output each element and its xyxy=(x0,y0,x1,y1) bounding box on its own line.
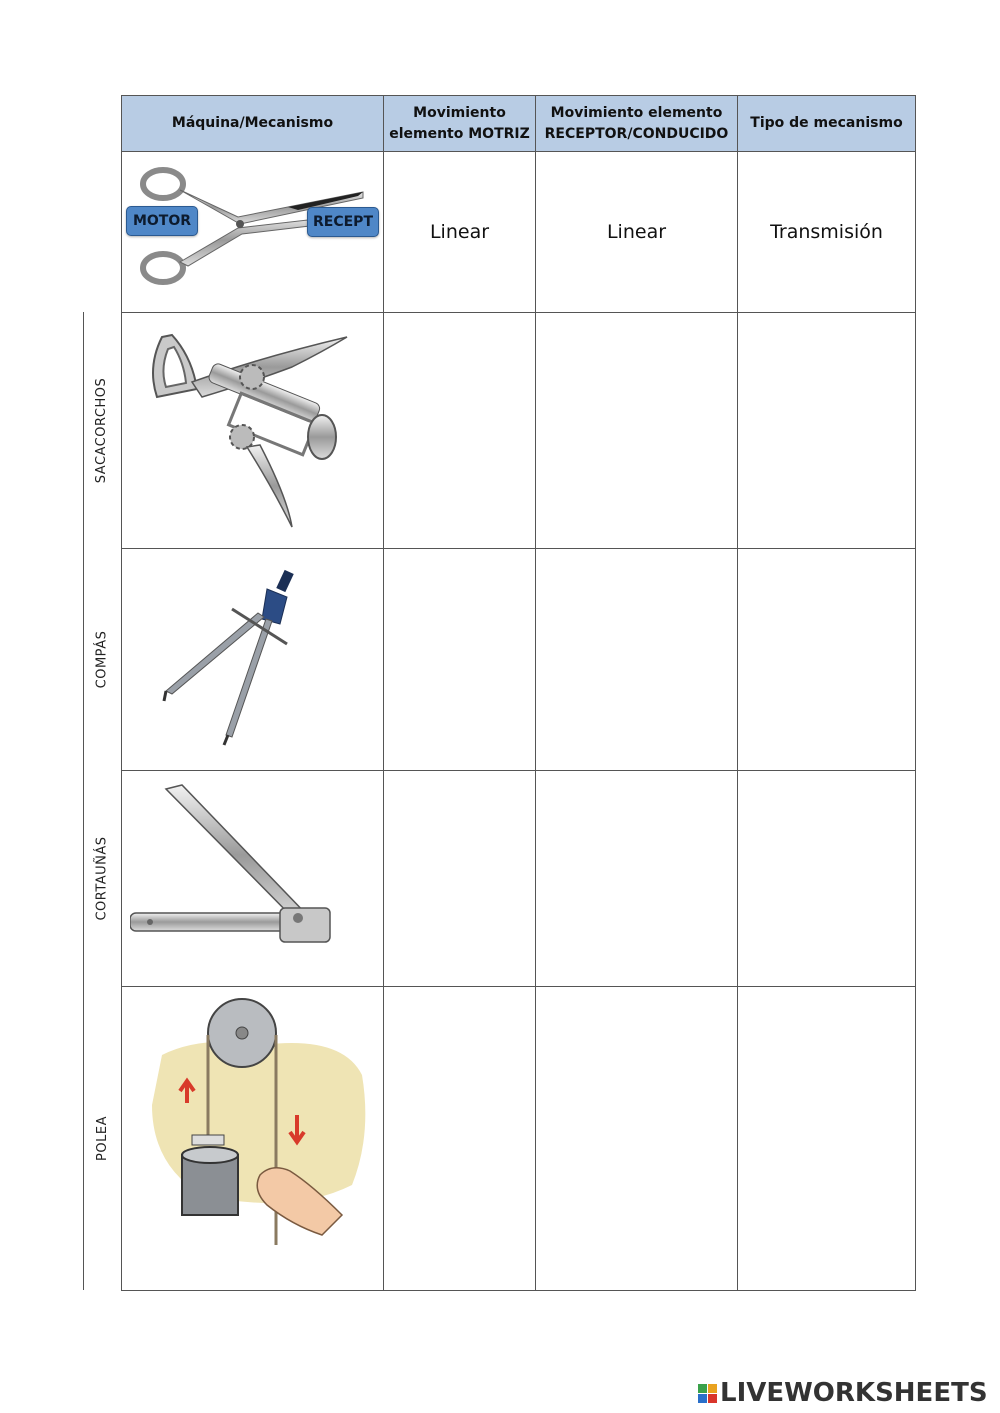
compass-icon xyxy=(162,569,322,749)
example-mechanism-type: Transmisión xyxy=(770,221,883,243)
header-motor xyxy=(383,95,536,152)
nail-clipper-image-cell xyxy=(121,770,384,987)
compass-receptor-cell[interactable] xyxy=(535,548,738,771)
header-machine-label: Máquina/Mecanismo xyxy=(171,115,334,131)
nail-clipper-motor-cell[interactable] xyxy=(383,770,536,987)
pulley-icon xyxy=(142,995,372,1265)
corkscrew-icon xyxy=(142,327,362,537)
example-type-cell xyxy=(737,151,916,313)
example-image-cell xyxy=(121,151,384,313)
recept-tag: RECEPT xyxy=(307,207,379,237)
header-motor-line2: elemento MOTRIZ xyxy=(389,125,530,142)
corkscrew-receptor-cell[interactable] xyxy=(535,312,738,549)
pulley-image-cell xyxy=(121,986,384,1291)
corkscrew-image-cell xyxy=(121,312,384,549)
nail-clipper-type-cell[interactable] xyxy=(737,770,916,987)
motor-tag: MOTOR xyxy=(126,206,198,236)
liveworksheets-logo xyxy=(698,1377,988,1409)
header-motor-line1: Movimiento xyxy=(413,104,506,121)
example-motor-cell xyxy=(383,151,536,313)
header-receptor-line2: RECEPTOR/CONDUCIDO xyxy=(544,125,729,142)
row-label-cortaunas: CORTAUÑÁS xyxy=(94,836,110,921)
row-label-compas: COMPÁS xyxy=(94,630,110,689)
row-label-polea: POLEA xyxy=(94,1116,110,1161)
row-label-sacacorchos: SACACORCHOS xyxy=(94,377,110,484)
nail-clipper-receptor-cell[interactable] xyxy=(535,770,738,987)
header-type-label: Tipo de mecanismo xyxy=(750,115,903,131)
logo-mark-icon xyxy=(698,1384,717,1403)
header-type xyxy=(737,95,916,152)
compass-type-cell[interactable] xyxy=(737,548,916,771)
corkscrew-type-cell[interactable] xyxy=(737,312,916,549)
example-receptor-cell xyxy=(535,151,738,313)
compass-motor-cell[interactable] xyxy=(383,548,536,771)
pulley-motor-cell[interactable] xyxy=(383,986,536,1291)
example-motor-movement: Linear xyxy=(429,221,490,243)
nail-clipper-icon xyxy=(130,783,345,963)
header-receptor-line1: Movimiento elemento xyxy=(550,104,723,121)
brand-name: LIVEWORKSHEETS xyxy=(720,1378,988,1408)
pulley-receptor-cell[interactable] xyxy=(535,986,738,1291)
example-receptor-movement: Linear xyxy=(606,221,667,243)
header-machine xyxy=(121,95,384,152)
header-receptor xyxy=(535,95,738,152)
compass-image-cell xyxy=(121,548,384,771)
corkscrew-motor-cell[interactable] xyxy=(383,312,536,549)
pulley-type-cell[interactable] xyxy=(737,986,916,1291)
